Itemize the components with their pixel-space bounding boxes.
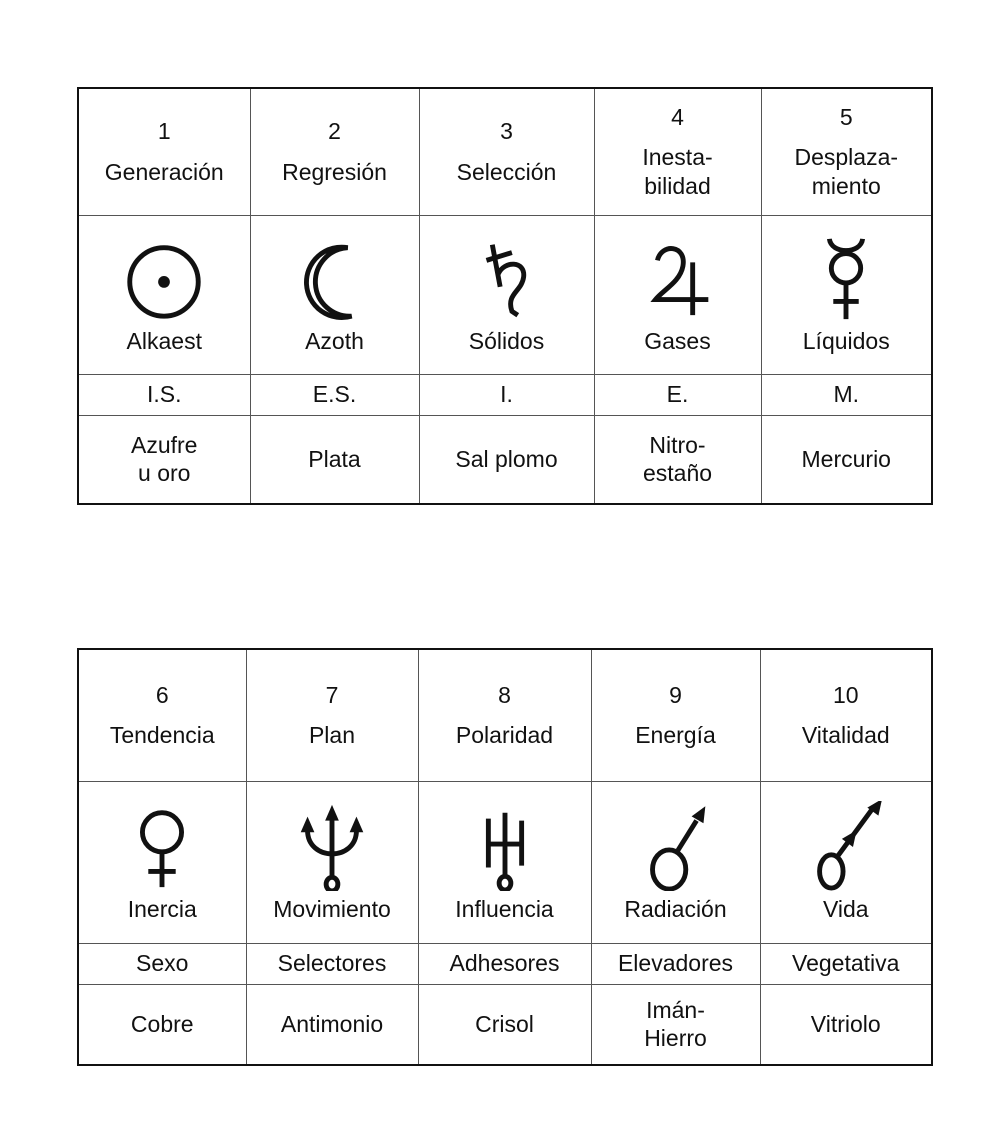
symbol-cell (591, 781, 760, 943)
item-title: Selección (456, 158, 557, 185)
abbreviation-cell: I.S. (78, 374, 250, 415)
symbol-label: Azoth (305, 328, 364, 355)
neptune-icon (287, 801, 377, 891)
header-cell (594, 88, 761, 215)
abbreviation-cell: Vegetativa (760, 943, 932, 984)
item-number: 7 (325, 681, 339, 708)
symbol-cell (418, 781, 591, 943)
item-title: Polaridad (455, 722, 554, 749)
element-cell: Crisol (418, 984, 591, 1065)
element-cell: Azufre u oro (78, 415, 250, 504)
abbreviation-cell: E.S. (250, 374, 419, 415)
element-cell: Vitriolo (760, 984, 932, 1065)
item-number: 9 (669, 681, 682, 708)
element-cell: Nitro- estaño (594, 415, 761, 504)
symbols-table-1 (77, 87, 933, 505)
symbol-label: Sólidos (468, 328, 545, 355)
header-cell (591, 649, 760, 781)
item-title: Desplaza- miento (794, 144, 899, 200)
moon-icon (290, 233, 380, 323)
item-number: 1 (157, 118, 171, 144)
header-cell (78, 649, 246, 781)
symbol-label: Vida (822, 895, 869, 922)
symbol-cell (761, 215, 932, 374)
item-title: Energía (635, 722, 716, 749)
abbreviation-cell: M. (761, 374, 932, 415)
symbol-cell (419, 215, 594, 374)
symbol-cell (78, 215, 250, 374)
element-cell: Cobre (78, 984, 246, 1065)
item-title: Inesta- bilidad (642, 144, 713, 200)
item-number: 3 (500, 118, 513, 144)
header-cell (761, 88, 932, 215)
element-cell: Antimonio (246, 984, 418, 1065)
element-cell: Sal plomo (419, 415, 594, 504)
abbreviation-cell: Adhesores (418, 943, 591, 984)
element-cell: Mercurio (761, 415, 932, 504)
symbol-label: Movimiento (273, 895, 391, 922)
abbreviation-cell: I. (419, 374, 594, 415)
venus-icon (117, 801, 207, 891)
abbreviation-cell: E. (594, 374, 761, 415)
abbreviation-cell: Elevadores (591, 943, 760, 984)
symbol-label: Influencia (455, 895, 554, 922)
element-cell: Imán- Hierro (591, 984, 760, 1065)
symbols-table-2 (77, 648, 933, 1066)
item-number: 10 (832, 681, 859, 708)
mars-icon (631, 801, 721, 891)
symbol-cell (250, 215, 419, 374)
symbol-label: Radiación (624, 895, 727, 922)
header-cell (760, 649, 932, 781)
symbol-cell (760, 781, 932, 943)
mercury-icon (801, 233, 891, 323)
symbol-label: Líquidos (802, 328, 890, 355)
item-title: Regresión (282, 158, 387, 185)
abbreviation-cell: Selectores (246, 943, 418, 984)
item-title: Vitalidad (801, 722, 890, 749)
sun-icon (119, 233, 209, 323)
item-number: 4 (671, 103, 684, 130)
item-title: Generación (104, 158, 224, 185)
uranus-icon (460, 801, 550, 891)
header-cell (250, 88, 419, 215)
header-cell (246, 649, 418, 781)
item-title: Plan (308, 722, 356, 749)
symbol-cell (246, 781, 418, 943)
saturn-icon (462, 233, 552, 323)
header-cell (418, 649, 591, 781)
item-number: 8 (498, 681, 511, 708)
header-cell (419, 88, 594, 215)
symbol-label: Alkaest (126, 328, 202, 355)
header-cell (78, 88, 250, 215)
symbol-cell (594, 215, 761, 374)
item-number: 6 (155, 681, 169, 708)
item-number: 5 (839, 103, 853, 130)
symbol-label: Gases (644, 328, 711, 355)
item-number: 2 (328, 118, 341, 144)
jupiter-icon (633, 233, 723, 323)
symbol-cell (78, 781, 246, 943)
item-title: Tendencia (109, 722, 215, 749)
symbol-label: Inercia (127, 895, 197, 922)
abbreviation-cell: Sexo (78, 943, 246, 984)
double-mars-icon (801, 801, 891, 891)
element-cell: Plata (250, 415, 419, 504)
